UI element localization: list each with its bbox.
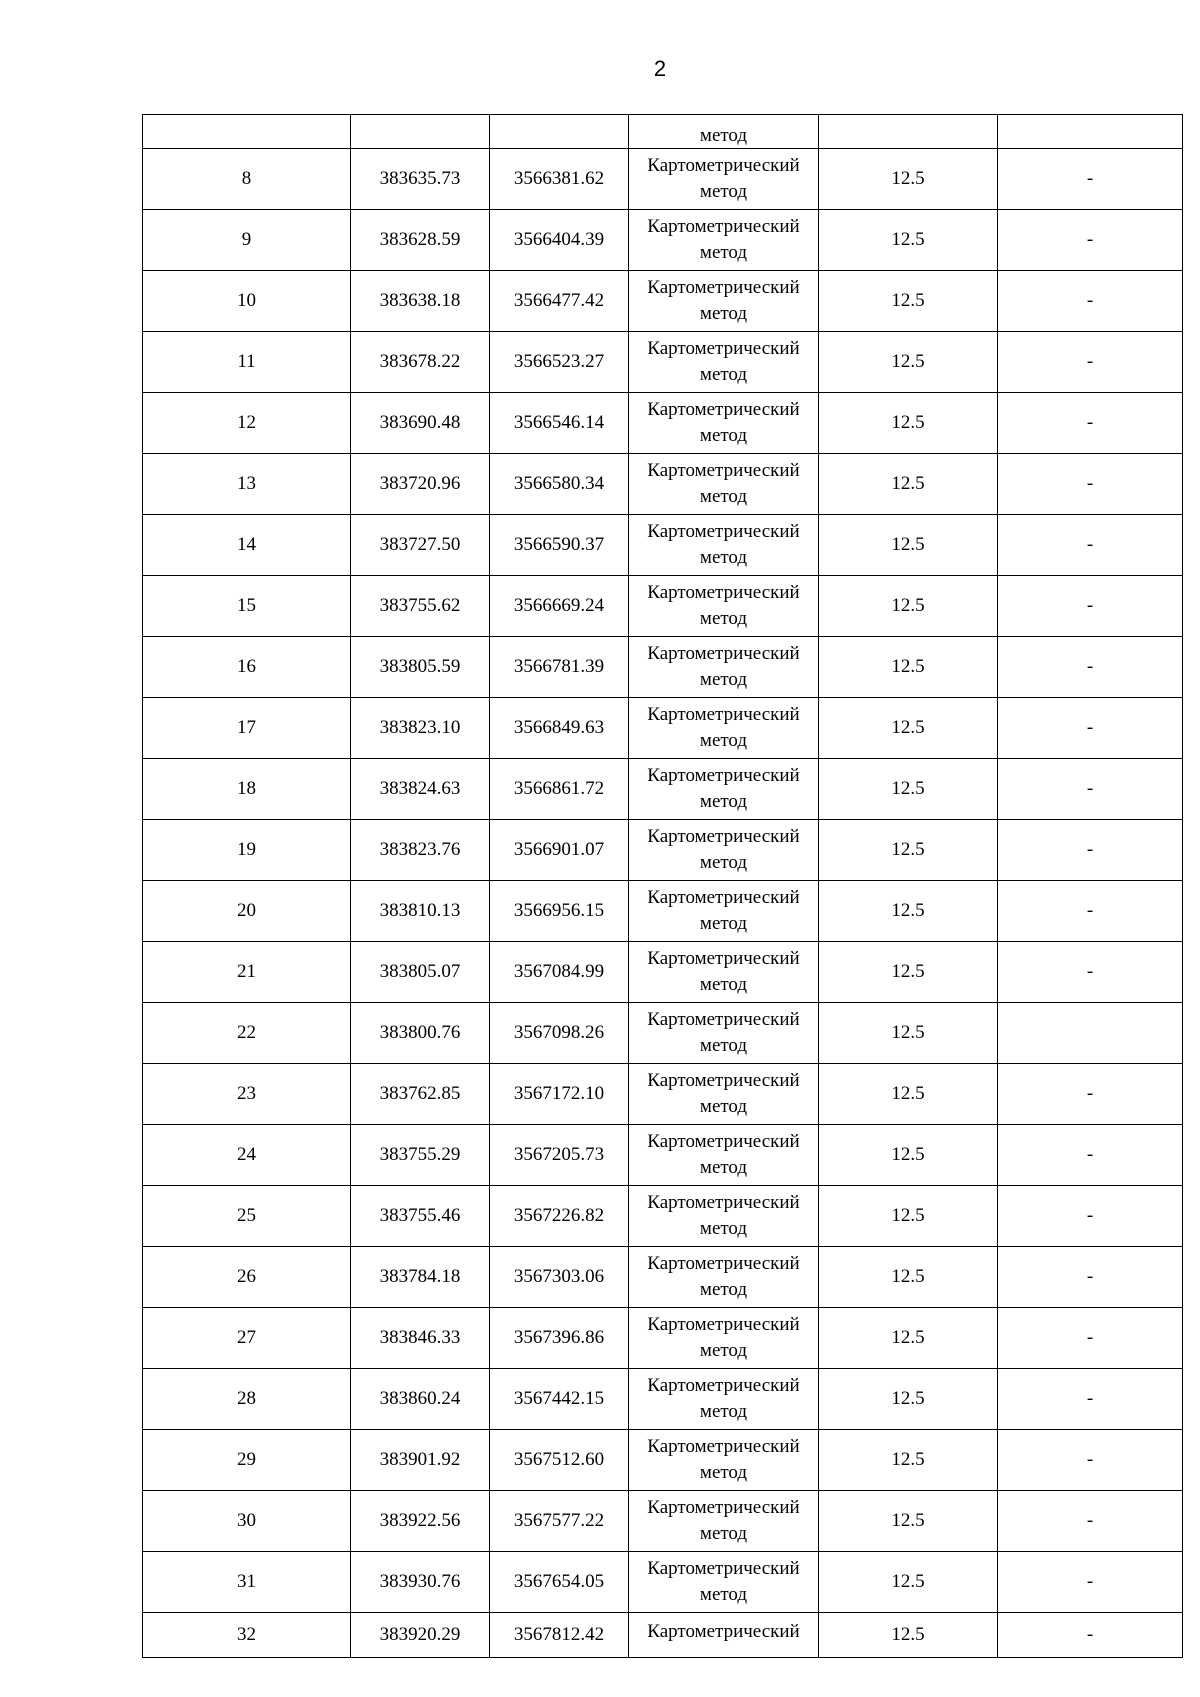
x-cell: 383846.33: [351, 1308, 490, 1369]
method-cell: [629, 1491, 819, 1552]
method-line-1: Картометрический: [647, 582, 800, 603]
x-cell: 383922.56: [351, 1491, 490, 1552]
accuracy-cell: 12.5: [819, 1430, 998, 1491]
note-cell: -: [998, 454, 1183, 515]
method-line-2: метод: [699, 1340, 748, 1361]
point-cell: [143, 115, 351, 149]
method-cell: [629, 393, 819, 454]
table-row: [143, 1003, 1183, 1064]
note-cell: -: [998, 576, 1183, 637]
accuracy-cell: 12.5: [819, 759, 998, 820]
point-cell: 27: [143, 1308, 351, 1369]
y-cell: 3566901.07: [490, 820, 629, 881]
accuracy-cell: 12.5: [819, 881, 998, 942]
note-cell: -: [998, 1552, 1183, 1613]
x-cell: 383678.22: [351, 332, 490, 393]
y-cell: 3567172.10: [490, 1064, 629, 1125]
accuracy-cell: 12.5: [819, 149, 998, 210]
table-row: [143, 942, 1183, 1003]
method-line-2: метод: [699, 1523, 748, 1544]
table-row: [143, 1186, 1183, 1247]
method-line-1: Картометрический: [647, 643, 800, 664]
accuracy-cell: 12.5: [819, 1186, 998, 1247]
note-cell: -: [998, 332, 1183, 393]
method-line-2: метод: [699, 1462, 748, 1483]
y-cell: 3566580.34: [490, 454, 629, 515]
method-line-2: метод: [699, 181, 748, 202]
x-cell: 383824.63: [351, 759, 490, 820]
accuracy-cell: 12.5: [819, 576, 998, 637]
method-line-1: Картометрический: [647, 765, 800, 786]
method-line-2: метод: [699, 852, 748, 873]
y-cell: 3567084.99: [490, 942, 629, 1003]
method-cell: [629, 1003, 819, 1064]
point-cell: 20: [143, 881, 351, 942]
method-cell: [629, 698, 819, 759]
accuracy-cell: 12.5: [819, 1003, 998, 1064]
page-number: 2: [653, 56, 667, 81]
method-cell: [629, 1613, 819, 1658]
point-cell: 23: [143, 1064, 351, 1125]
x-cell: 383823.10: [351, 698, 490, 759]
accuracy-cell: 12.5: [819, 515, 998, 576]
method-line-1: Картометрический: [647, 1070, 800, 1091]
method-line-1: Картометрический: [647, 948, 800, 969]
method-line-1: Картометрический: [647, 826, 800, 847]
point-cell: 12: [143, 393, 351, 454]
note-cell: -: [998, 1430, 1183, 1491]
method-line-2: метод: [699, 547, 748, 568]
table-row: [143, 454, 1183, 515]
table-row: [143, 1125, 1183, 1186]
method-line-2: метод: [699, 974, 748, 995]
method-line-2: метод: [699, 425, 748, 446]
y-cell: 3566404.39: [490, 210, 629, 271]
method-cell: [629, 1369, 819, 1430]
point-cell: 25: [143, 1186, 351, 1247]
note-cell: -: [998, 820, 1183, 881]
y-cell: 3566861.72: [490, 759, 629, 820]
method-line-1: Картометрический: [647, 338, 800, 359]
table-row: [143, 1308, 1183, 1369]
method-cell: [629, 515, 819, 576]
point-cell: 8: [143, 149, 351, 210]
method-cell: [629, 1308, 819, 1369]
method-line-2: метод: [699, 242, 748, 263]
method-line-1: Картометрический: [647, 1314, 800, 1335]
table-row: [143, 1064, 1183, 1125]
method-line-2: метод: [699, 1035, 748, 1056]
method-line-1: Картометрический: [647, 1375, 800, 1396]
table-row: [143, 332, 1183, 393]
method-line-1: Картометрический: [647, 1497, 800, 1518]
x-cell: 383635.73: [351, 149, 490, 210]
accuracy-cell: 12.5: [819, 1491, 998, 1552]
method-line-1: Картометрический: [647, 1253, 800, 1274]
x-cell: 383860.24: [351, 1369, 490, 1430]
y-cell: 3566781.39: [490, 637, 629, 698]
table-row: [143, 1430, 1183, 1491]
method-cell: [629, 637, 819, 698]
table-row: [143, 393, 1183, 454]
method-cell: метод: [629, 115, 819, 149]
method-line-1: Картометрический: [647, 1009, 800, 1030]
note-cell: -: [998, 271, 1183, 332]
note-cell: -: [998, 881, 1183, 942]
table-row: [143, 1247, 1183, 1308]
method-line-1: Картометрический: [647, 1131, 800, 1152]
x-cell: 383720.96: [351, 454, 490, 515]
x-cell: 383638.18: [351, 271, 490, 332]
method-line-1: Картометрический: [647, 887, 800, 908]
point-cell: 19: [143, 820, 351, 881]
y-cell: 3567396.86: [490, 1308, 629, 1369]
y-cell: 3567654.05: [490, 1552, 629, 1613]
method-line-2: метод: [699, 913, 748, 934]
method-line-1: Картометрический: [647, 1192, 800, 1213]
method-cell: [629, 759, 819, 820]
y-cell: 3567577.22: [490, 1491, 629, 1552]
method-line-2: метод: [699, 791, 748, 812]
accuracy-cell: 12.5: [819, 454, 998, 515]
x-cell: 383784.18: [351, 1247, 490, 1308]
y-cell: 3566669.24: [490, 576, 629, 637]
accuracy-cell: 12.5: [819, 271, 998, 332]
method-cell: [629, 1247, 819, 1308]
table-row: [143, 881, 1183, 942]
point-cell: 14: [143, 515, 351, 576]
y-cell: 3566590.37: [490, 515, 629, 576]
note-cell: -: [998, 1613, 1183, 1658]
y-cell: 3566546.14: [490, 393, 629, 454]
method-cell: [629, 149, 819, 210]
table-row: [143, 759, 1183, 820]
note-cell: -: [998, 149, 1183, 210]
point-cell: 21: [143, 942, 351, 1003]
y-cell: 3566523.27: [490, 332, 629, 393]
method-line-2: метод: [699, 1157, 748, 1178]
point-cell: 13: [143, 454, 351, 515]
method-cell: [629, 210, 819, 271]
accuracy-cell: 12.5: [819, 820, 998, 881]
point-cell: 11: [143, 332, 351, 393]
method-line-2: метод: [699, 1096, 748, 1117]
accuracy-cell: [819, 115, 998, 149]
method-cell: [629, 332, 819, 393]
method-cell: [629, 271, 819, 332]
table-row: [143, 1369, 1183, 1430]
x-cell: 383800.76: [351, 1003, 490, 1064]
y-cell: 3566849.63: [490, 698, 629, 759]
point-cell: 15: [143, 576, 351, 637]
accuracy-cell: 12.5: [819, 942, 998, 1003]
note-cell: -: [998, 1125, 1183, 1186]
note-cell: -: [998, 1369, 1183, 1430]
accuracy-cell: 12.5: [819, 1064, 998, 1125]
note-cell: -: [998, 698, 1183, 759]
note-cell: -: [998, 393, 1183, 454]
method-line-2: метод: [699, 669, 748, 690]
note-cell: -: [998, 942, 1183, 1003]
x-cell: 383690.48: [351, 393, 490, 454]
method-line-1: Картометрический: [647, 460, 800, 481]
table-row: [143, 515, 1183, 576]
note-cell: -: [998, 1308, 1183, 1369]
table-row-continued: [143, 115, 1183, 149]
method-cell: [629, 820, 819, 881]
note-cell: -: [998, 759, 1183, 820]
method-line-1: Картометрический: [647, 399, 800, 420]
method-line-2: метод: [699, 1218, 748, 1239]
x-cell: 383810.13: [351, 881, 490, 942]
x-cell: 383805.07: [351, 942, 490, 1003]
note-cell: [998, 1003, 1183, 1064]
method-line-2: метод: [699, 1584, 748, 1605]
method-line-1: Картометрический: [647, 155, 800, 176]
y-cell: 3567205.73: [490, 1125, 629, 1186]
y-cell: 3566381.62: [490, 149, 629, 210]
method-cell: [629, 942, 819, 1003]
note-cell: -: [998, 1491, 1183, 1552]
y-cell: 3567812.42: [490, 1613, 629, 1658]
x-cell: 383755.62: [351, 576, 490, 637]
table-row: [143, 820, 1183, 881]
point-cell: 18: [143, 759, 351, 820]
x-cell: 383805.59: [351, 637, 490, 698]
x-cell: 383920.29: [351, 1613, 490, 1658]
method-line-2: метод: [699, 1279, 748, 1300]
method-cell: [629, 576, 819, 637]
y-cell: 3567098.26: [490, 1003, 629, 1064]
x-cell: [351, 115, 490, 149]
coordinates-table: [142, 114, 1183, 1658]
note-cell: -: [998, 637, 1183, 698]
point-cell: 30: [143, 1491, 351, 1552]
method-line-2: метод: [699, 364, 748, 385]
point-cell: 26: [143, 1247, 351, 1308]
y-cell: 3567442.15: [490, 1369, 629, 1430]
accuracy-cell: 12.5: [819, 1369, 998, 1430]
accuracy-cell: 12.5: [819, 393, 998, 454]
note-cell: [998, 115, 1183, 149]
y-cell: 3567512.60: [490, 1430, 629, 1491]
y-cell: 3566956.15: [490, 881, 629, 942]
note-cell: -: [998, 1064, 1183, 1125]
method-line-2: метод: [699, 730, 748, 751]
y-cell: [490, 115, 629, 149]
method-cell: [629, 454, 819, 515]
x-cell: 383727.50: [351, 515, 490, 576]
method-cell: [629, 1125, 819, 1186]
x-cell: 383628.59: [351, 210, 490, 271]
method-line-1: Картометрический: [647, 1621, 800, 1642]
method-line-1: Картометрический: [647, 704, 800, 725]
point-cell: 28: [143, 1369, 351, 1430]
accuracy-cell: 12.5: [819, 698, 998, 759]
x-cell: 383755.29: [351, 1125, 490, 1186]
x-cell: 383930.76: [351, 1552, 490, 1613]
table-row: [143, 271, 1183, 332]
y-cell: 3567303.06: [490, 1247, 629, 1308]
method-cell: [629, 1186, 819, 1247]
y-cell: 3567226.82: [490, 1186, 629, 1247]
x-cell: 383755.46: [351, 1186, 490, 1247]
point-cell: 17: [143, 698, 351, 759]
point-cell: 16: [143, 637, 351, 698]
point-cell: 29: [143, 1430, 351, 1491]
y-cell: 3566477.42: [490, 271, 629, 332]
method-cell: [629, 1064, 819, 1125]
method-line-2: метод: [699, 1401, 748, 1422]
method-line-2: метод: [699, 486, 748, 507]
table-row: [143, 1552, 1183, 1613]
accuracy-cell: 12.5: [819, 332, 998, 393]
method-line-1: Картометрический: [647, 216, 800, 237]
point-cell: 10: [143, 271, 351, 332]
table-row: [143, 637, 1183, 698]
x-cell: 383901.92: [351, 1430, 490, 1491]
table-row: [143, 149, 1183, 210]
accuracy-cell: 12.5: [819, 1247, 998, 1308]
x-cell: 383762.85: [351, 1064, 490, 1125]
method-line-2: метод: [699, 303, 748, 324]
accuracy-cell: 12.5: [819, 637, 998, 698]
method-cell: [629, 881, 819, 942]
note-cell: -: [998, 1247, 1183, 1308]
point-cell: 32: [143, 1613, 351, 1658]
method-line-1: Картометрический: [647, 521, 800, 542]
table-row: [143, 698, 1183, 759]
point-cell: 24: [143, 1125, 351, 1186]
method-cell: [629, 1552, 819, 1613]
note-cell: -: [998, 515, 1183, 576]
table-row: [143, 576, 1183, 637]
table-row: [143, 210, 1183, 271]
method-line-2: метод: [699, 608, 748, 629]
accuracy-cell: 12.5: [819, 1613, 998, 1658]
note-cell: -: [998, 210, 1183, 271]
method-line-1: Картометрический: [647, 277, 800, 298]
accuracy-cell: 12.5: [819, 1308, 998, 1369]
method-line-1: Картометрический: [647, 1558, 800, 1579]
point-cell: 22: [143, 1003, 351, 1064]
table-row: [143, 1491, 1183, 1552]
method-cell: [629, 1430, 819, 1491]
point-cell: 9: [143, 210, 351, 271]
method-line-1: Картометрический: [647, 1436, 800, 1457]
accuracy-cell: 12.5: [819, 1125, 998, 1186]
point-cell: 31: [143, 1552, 351, 1613]
x-cell: 383823.76: [351, 820, 490, 881]
coordinates-table-body: [143, 115, 1183, 1658]
note-cell: -: [998, 1186, 1183, 1247]
accuracy-cell: 12.5: [819, 1552, 998, 1613]
table-row: [143, 1613, 1183, 1658]
accuracy-cell: 12.5: [819, 210, 998, 271]
